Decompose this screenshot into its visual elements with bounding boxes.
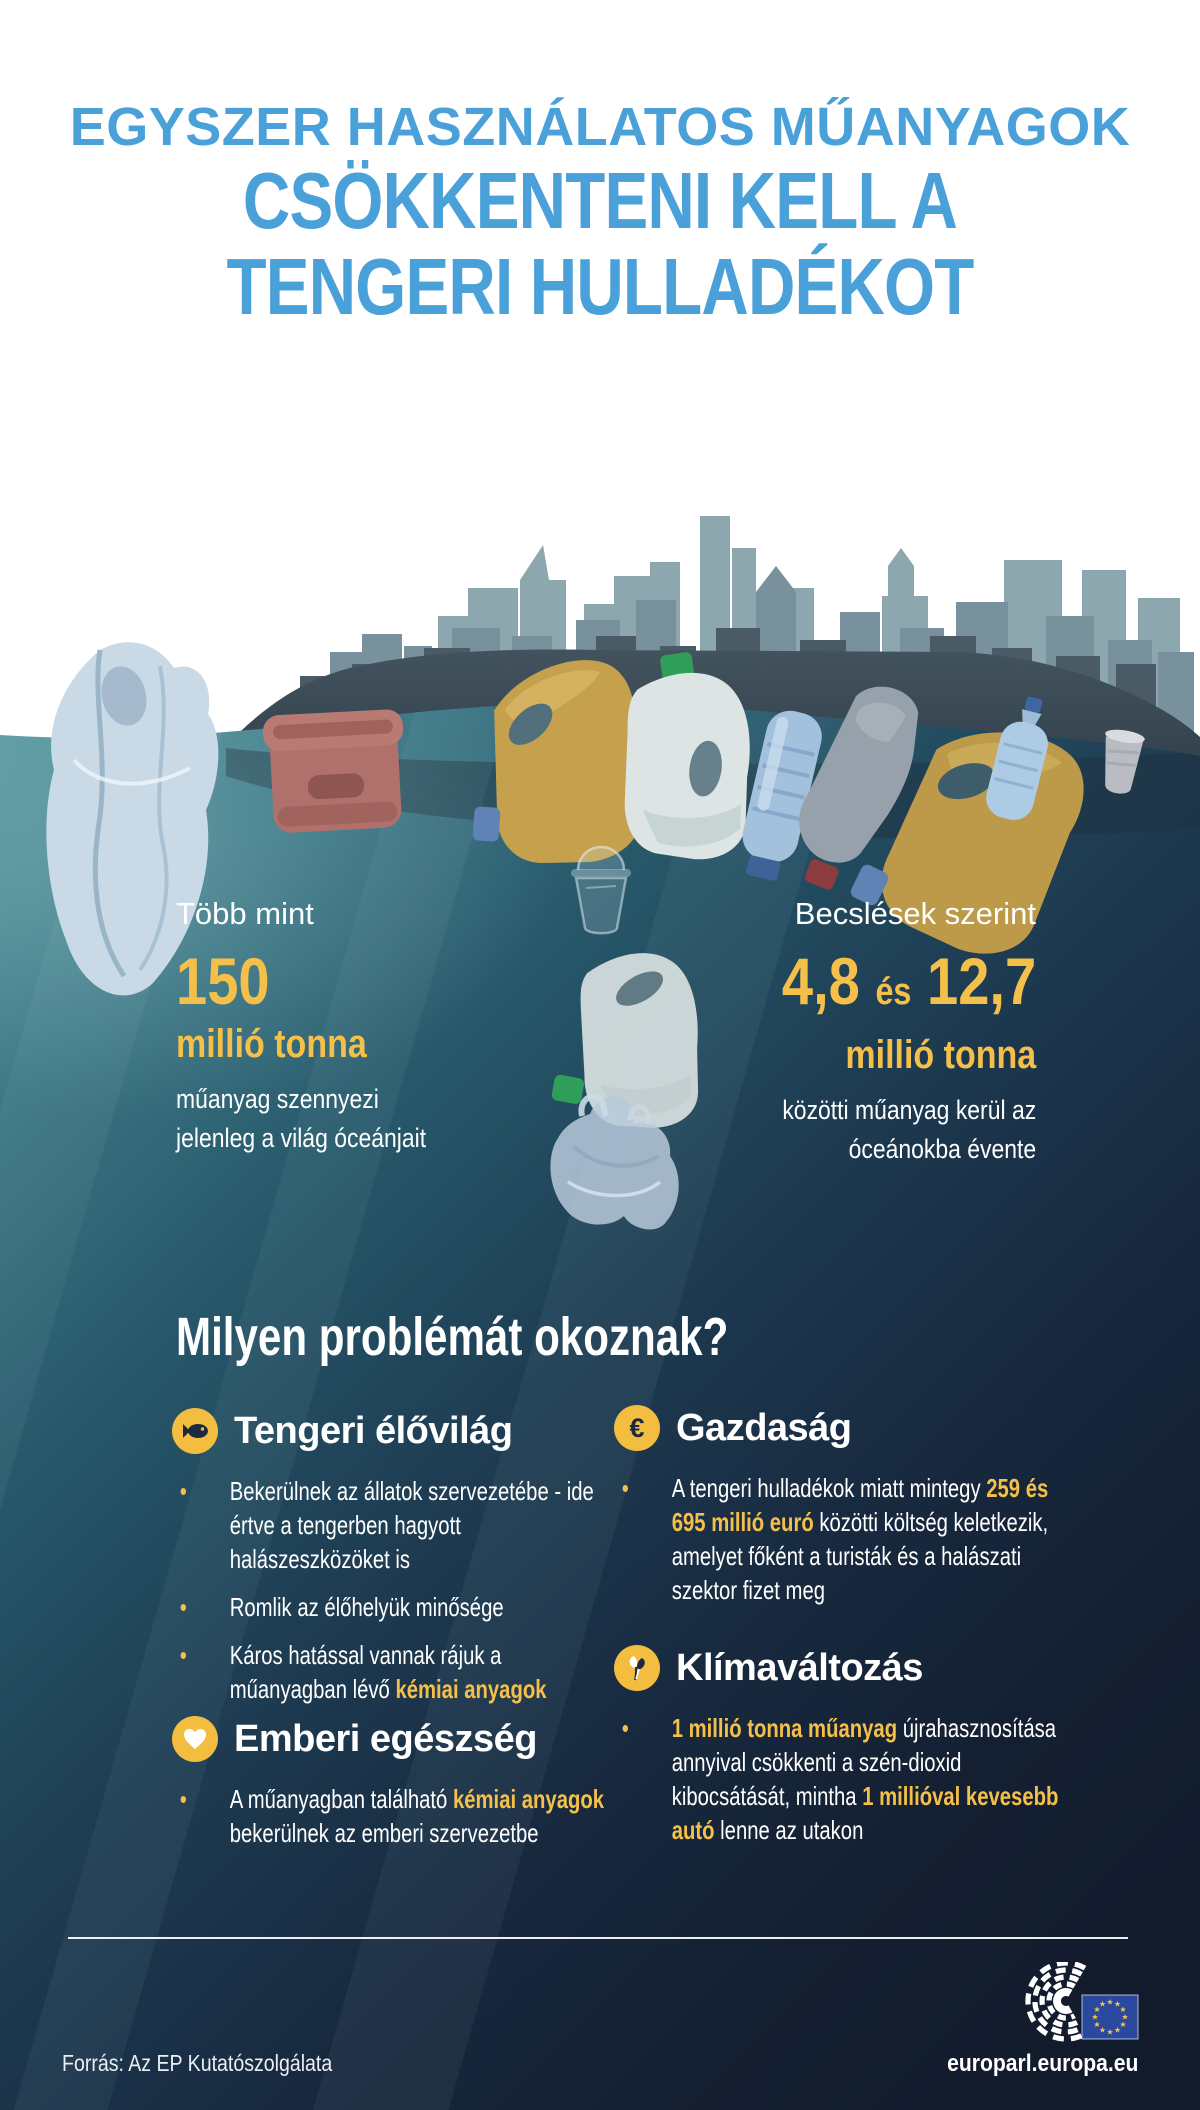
problems-heading: Milyen problémát okoznak? bbox=[176, 1307, 729, 1367]
bullet-list bbox=[614, 1711, 1059, 1847]
footer-divider bbox=[68, 1937, 1128, 1939]
stat-description: műanyag szennyezi jelenleg a világ óceánjait bbox=[176, 1084, 427, 1153]
website-url: europarl.europa.eu bbox=[946, 2050, 1138, 2077]
stat-intro: Több mint bbox=[176, 896, 314, 931]
section-title: Klímaváltozás bbox=[676, 1646, 923, 1689]
section-climate bbox=[614, 1645, 1084, 1861]
stat-plastic-entering-oceans bbox=[737, 896, 1036, 1169]
stat-value: 150 bbox=[176, 944, 270, 1018]
page-title-line2: TENGERI HULLADÉKOT bbox=[226, 242, 974, 331]
fish-icon bbox=[172, 1408, 218, 1454]
section-marine-life bbox=[172, 1408, 642, 1720]
section-title: Emberi egészség bbox=[234, 1717, 537, 1760]
section-economy bbox=[614, 1405, 1084, 1621]
bullet-list bbox=[172, 1782, 605, 1850]
section-title: Tengeri élővilág bbox=[234, 1409, 513, 1452]
stat-plastic-in-oceans bbox=[176, 896, 470, 1158]
bullet-item: • Káros hatással vannak rájuk a műanyagban lévő kémiai anyagok bbox=[172, 1638, 539, 1706]
section-human-health bbox=[172, 1716, 642, 1864]
european-parliament-logo bbox=[1014, 1962, 1142, 2044]
page-title bbox=[108, 158, 1092, 330]
bullet-item: • A műanyagban található kémiai anyagok bekerülnek az emberi szervezetbe bbox=[172, 1782, 539, 1850]
bullet-list bbox=[614, 1471, 1049, 1607]
bullet-item: • Romlik az élőhelyük minősége bbox=[172, 1590, 539, 1624]
heart-icon bbox=[172, 1716, 218, 1762]
source-credit: Forrás: Az EP Kutatószolgálata bbox=[62, 2050, 333, 2076]
stat-description: közötti műanyag kerül az óceánokba évente bbox=[782, 1095, 1036, 1164]
stat-value: 4,8 és 12,7 bbox=[781, 944, 1036, 1018]
section-title: Gazdaság bbox=[676, 1406, 852, 1449]
stat-unit: millió tonna bbox=[176, 1022, 367, 1066]
page-title-line1: CSÖKKENTENI KELL A bbox=[242, 156, 958, 245]
stat-unit: millió tonna bbox=[845, 1033, 1036, 1077]
bullet-item: • A tengeri hulladékok miatt mintegy 259 és 695 millió euró közötti költség keletkezik, amelyet főként a turisták és a halászati szektor fizet meg bbox=[614, 1471, 981, 1607]
bullet-list bbox=[172, 1474, 594, 1706]
bullet-item: • Bekerülnek az állatok szervezetébe - ide értve a tengerben hagyott halászeszközöket is bbox=[172, 1474, 539, 1576]
floating-red-container bbox=[262, 709, 408, 834]
stat-intro: Becslések szerint bbox=[794, 896, 1036, 931]
kicker-title: EGYSZER HASZNÁLATOS MŰANYAGOK bbox=[69, 97, 1131, 157]
leaf-icon bbox=[614, 1645, 660, 1691]
bullet-item: • 1 millió tonna műanyag újrahasznosítása annyival csökkenti a szén-dioxid kibocsátását, mintha 1 millióval kevesebb autó lenne az utakon bbox=[614, 1711, 981, 1847]
euro-icon: € bbox=[614, 1405, 660, 1451]
